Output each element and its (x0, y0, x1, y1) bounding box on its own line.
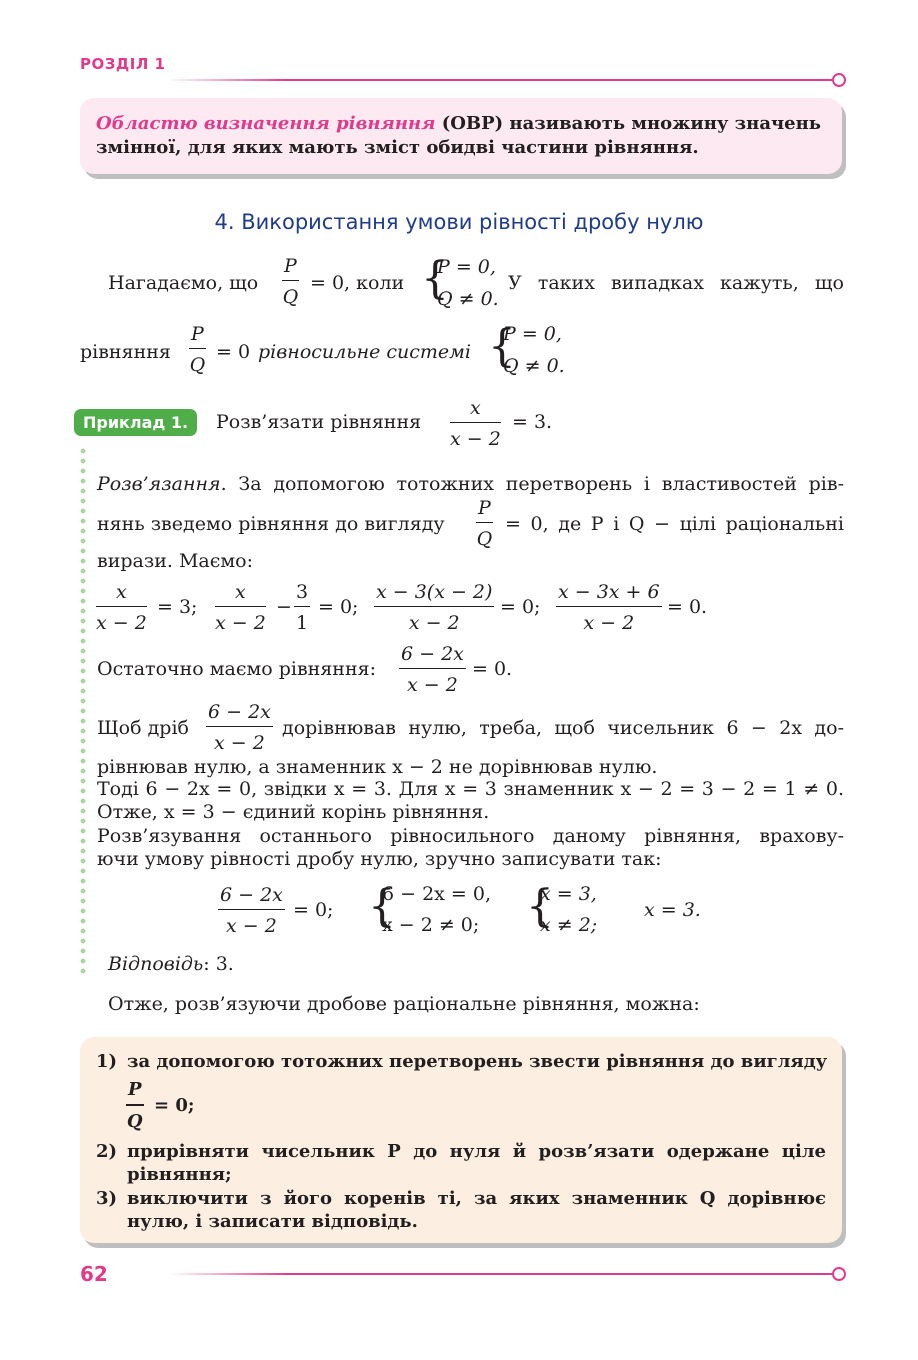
example-tag: Приклад 1. (74, 409, 197, 436)
rule-2-number: 2) (96, 1141, 118, 1162)
intro-fraction (282, 254, 299, 309)
system-brace: { (526, 881, 554, 932)
fraction-denominator: x − 2 (215, 612, 266, 634)
section-title: 4. Використання умови рівності дробу нулю (214, 210, 704, 234)
fraction-numerator: x − 3(x − 2) (376, 581, 493, 603)
finally-text: Остаточно маємо рівняння: (97, 658, 377, 680)
fraction-numerator: x − 3x + 6 (558, 581, 660, 603)
system-line-2: Q ≠ 0. (503, 355, 565, 377)
system-line-2: Q ≠ 0. (437, 288, 499, 310)
solution-line-2a: нянь зведемо рівняння до вигляду (97, 513, 445, 535)
solution-line-3: вирази. Маємо: (97, 550, 253, 572)
fraction-bar (126, 1104, 144, 1106)
intro-fraction-2 (189, 322, 206, 377)
fraction-numerator: 6 − 2x (401, 643, 464, 665)
rule-1-fraction (126, 1078, 144, 1134)
answer-value: : 3. (203, 953, 234, 975)
intro-eq-word: рівняння (80, 341, 171, 363)
fraction-denominator: Q (189, 354, 206, 376)
fraction-denominator: x − 2 (96, 612, 147, 634)
system-brace: { (421, 253, 449, 304)
solution-line-1-text: . За допомогою тотожних перетворень і властивостей рів- (220, 473, 844, 495)
fraction-denominator: x − 2 (226, 915, 277, 937)
solution-word: Розв’язання (97, 473, 221, 495)
page-number: 62 (80, 1262, 108, 1286)
header-rule-end-circle (832, 73, 846, 87)
chain-after-1: = 3; (157, 596, 198, 618)
fraction-denominator: x − 2 (408, 612, 460, 634)
fraction-bar (215, 606, 266, 607)
final-fraction (399, 642, 466, 697)
fraction-bar (96, 606, 147, 607)
line-d: Тоді 6 − 2x = 0, звідки x = 3. Для x = 3 знаменник x − 2 = 3 − 2 = 1 ≠ 0. (97, 778, 844, 800)
rule-3-number: 3) (96, 1188, 118, 1209)
definition-rest: (ОВР) називають множину значень (441, 113, 822, 134)
system-b-line-2: x ≠ 2; (540, 914, 598, 936)
fraction-numerator: x (470, 397, 481, 419)
fraction-bar (374, 606, 494, 607)
fraction-bar (399, 668, 466, 669)
system-a-line-1: 6 − 2x = 0, (382, 883, 492, 905)
definition-line-2: змінної, для яких мають зміст обидві частини рівняння. (96, 137, 699, 158)
fraction-denominator: Q (282, 286, 299, 308)
example-rhs: = 3. (512, 411, 553, 433)
zero-fraction (206, 700, 273, 755)
chain-fraction-2 (215, 580, 266, 635)
system-result: x = 3. (644, 899, 701, 921)
fraction-bar (218, 909, 285, 910)
system-brace: { (368, 881, 396, 932)
line-e: Отже, x = 3 − єдиний корінь рівняння. (97, 801, 490, 823)
fraction-numerator: 6 − 2x (220, 884, 283, 906)
line-c: рівнював нулю, а знаменник x − 2 не дорівнював нулю. (97, 756, 658, 778)
intro-eq0: = 0 (216, 341, 251, 363)
fraction-bar (450, 422, 501, 423)
solution-dotted-margin (80, 446, 86, 974)
rule-3-text-1: виключити з його коренів ті, за яких знаменник Q дорівнює (127, 1188, 826, 1209)
fraction-denominator: Q (126, 1111, 143, 1132)
line-f: Розв’язування останнього рівносильного даному рівняння, врахову- (97, 825, 844, 847)
fraction-bar (556, 606, 662, 607)
rule-1-text: за допомогою тотожних перетворень звести рівняння до вигляду (127, 1051, 828, 1072)
conclusion-text: Отже, розв’язуючи дробове раціональне рівняння, можна: (108, 993, 700, 1015)
footer-rule (168, 1273, 832, 1275)
fraction-numerator: 6 − 2x (208, 701, 271, 723)
fraction-denominator: x − 2 (450, 428, 501, 450)
fraction-denominator: x − 2 (214, 732, 265, 754)
system-line-1: P = 0, (437, 256, 496, 278)
fraction-bar (189, 348, 206, 349)
chain-fraction-4 (374, 580, 494, 635)
solution-line-2b: = 0, де P і Q − цілі раціональні (505, 513, 844, 535)
fraction-denominator: Q (476, 528, 493, 550)
chain-after-3: = 0; (318, 596, 359, 618)
rule-2-text-1: прирівняти чисельник P до нуля й розв’язати одержане ціле (127, 1141, 826, 1162)
fraction-numerator: x (116, 581, 127, 603)
chain-fraction-1 (96, 580, 147, 635)
line-g: ючи умову рівності дробу нулю, зручно записувати так: (97, 848, 662, 870)
definition-term: Областю визначення рівняння (96, 113, 436, 134)
solution-line-1 (97, 472, 844, 496)
chain-after-4: = 0; (500, 596, 541, 618)
chain-fraction-3 (294, 580, 310, 635)
answer-word: Відповідь (108, 953, 204, 975)
example-fraction (450, 396, 501, 451)
rule-1-after: = 0; (154, 1095, 195, 1116)
fraction-numerator: 3 (296, 581, 309, 603)
chain-after-5: = 0. (667, 596, 708, 618)
rule-3-text-2: нулю, і записати відповідь. (127, 1211, 418, 1232)
fraction-bar (282, 280, 299, 281)
intro-recall: Нагадаємо, що (108, 272, 259, 294)
section-label: РОЗДІЛ 1 (80, 55, 166, 73)
chain-fraction-5 (556, 580, 662, 635)
answer (108, 952, 234, 976)
final-after: = 0. (472, 658, 513, 680)
fraction-bar (476, 522, 493, 523)
fraction-numerator: P (284, 255, 297, 277)
fraction-numerator: P (128, 1079, 142, 1100)
fraction-bar (206, 726, 273, 727)
system-b-line-1: x = 3, (540, 883, 597, 905)
system-a-line-2: x − 2 ≠ 0; (382, 914, 480, 936)
chain-after-2: − (276, 596, 292, 618)
definition-line-1 (96, 112, 826, 136)
header-rule (168, 79, 832, 81)
intro-equivalent: рівносильне системі (258, 341, 471, 363)
system-row-fraction (218, 883, 285, 938)
footer-rule-end-circle (832, 1267, 846, 1281)
rule-1-number: 1) (96, 1051, 118, 1072)
intro-tail: У таких випадках кажуть, що (508, 272, 844, 294)
fraction-numerator: P (478, 497, 491, 519)
fraction-denominator: 1 (296, 612, 309, 634)
fraction-denominator: x − 2 (407, 674, 458, 696)
zero-b: дорівнював нулю, треба, щоб чисельник 6 − 2x до- (282, 717, 844, 739)
system-line-1: P = 0, (503, 323, 562, 345)
fraction-bar (294, 606, 310, 607)
system-row-eq: = 0; (293, 899, 334, 921)
example-task: Розв’язати рівняння (216, 411, 422, 433)
rule-2-text-2: рівняння; (127, 1164, 232, 1185)
intro-eq0-when: = 0, коли (310, 272, 405, 294)
solution-pq-fraction (476, 496, 493, 551)
zero-a: Щоб дріб (97, 717, 189, 739)
fraction-numerator: P (191, 323, 204, 345)
system-brace: { (488, 321, 516, 372)
fraction-denominator: x − 2 (583, 612, 635, 634)
fraction-numerator: x (235, 581, 246, 603)
